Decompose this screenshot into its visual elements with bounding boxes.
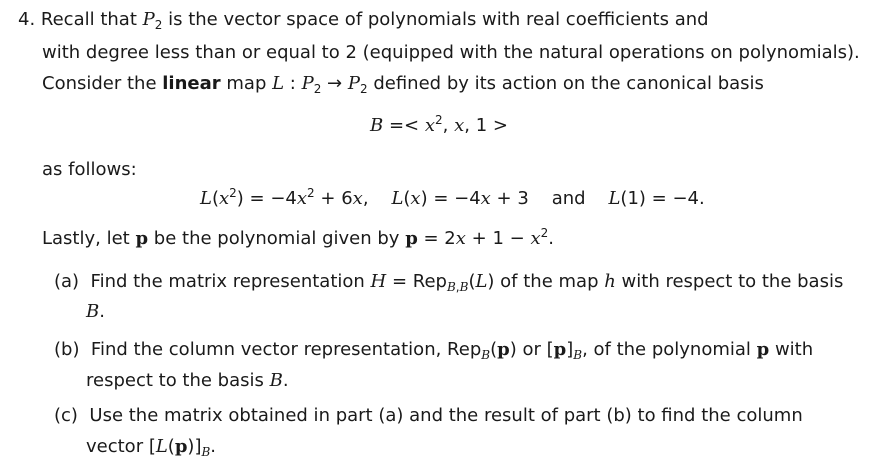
basis-display: $B =< x^2$, x, 1 >	[370, 113, 508, 136]
linear-bold: linear	[162, 73, 221, 94]
polynomial-p: $p = 2x + 1 - x^2$.	[405, 226, 554, 249]
part-c-label: (c)	[54, 405, 78, 426]
map-equations	[200, 187, 705, 211]
problem-number: 4.	[18, 9, 36, 30]
part-a-label: (a)	[54, 271, 80, 292]
part-c-line-2: vector $[L(p)]_B$.	[86, 436, 217, 459]
as-follows: as follows:	[42, 159, 137, 180]
lastly-line: Lastly, let p be the polynomial given by $p = 2x + 1 - x^2$.	[42, 226, 554, 249]
problem-line-3: Consider the linear map L : $P_2 \to P_2$ defined by its action on the canonical basis	[42, 73, 764, 96]
part-c-line-1: (c) Use the matrix obtained in part (a) and the result of part (b) to find the column	[54, 405, 803, 426]
problem-line-1: 4. Recall that $P_2$ is the vector space of polynomials with real coefficients and	[18, 9, 709, 32]
map-eq-3: L(1) = −4.	[608, 188, 705, 209]
problem-line-2: with degree less than or equal to 2 (equipped with the natural operations on polynomials).	[42, 42, 860, 63]
part-a-line-2: B.	[86, 301, 105, 322]
map-eq-2: L(x) = −4x + 3	[391, 188, 529, 209]
map-eq-1: $L(x^2) = -4x^2 + 6x$,	[200, 186, 369, 209]
part-b-label: (b)	[54, 339, 80, 360]
part-b-line-1: (b) Find the column vector representation, Rep$_B$(p) or $[p]_B$, of the polynomial p with	[54, 339, 814, 362]
map-and: and	[551, 188, 586, 209]
part-b-line-2: respect to the basis B.	[86, 370, 289, 391]
part-a-line-1: (a) Find the matrix representation H = Rep$_{B,B}$(L) of the map h with respect to the basis	[54, 271, 844, 294]
